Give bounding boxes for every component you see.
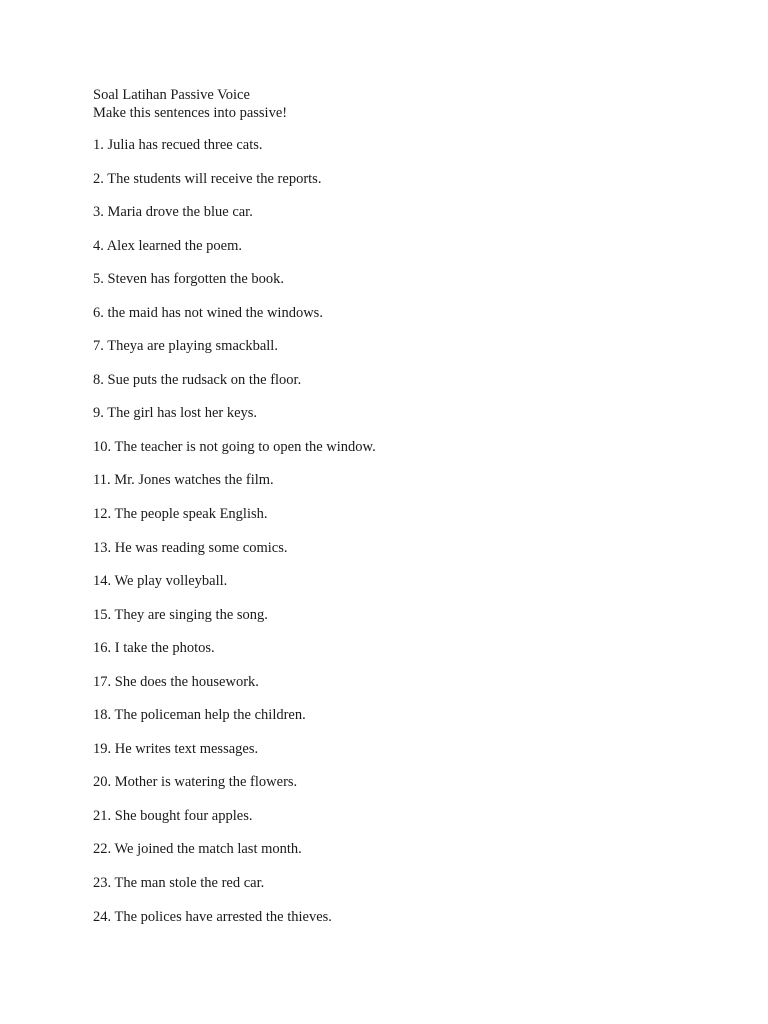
exercise-item: 8. Sue puts the rudsack on the floor. [93,371,302,388]
document-title: Soal Latihan Passive Voice [93,87,250,103]
exercise-item: 14. We play volleyball. [93,573,228,590]
exercise-item: 17. She does the housework. [93,673,259,690]
exercise-item: 18. The policeman help the children. [93,707,306,724]
exercise-item: 9. The girl has lost her keys. [93,405,258,422]
exercise-item: 20. Mother is watering the flowers. [93,774,298,791]
exercise-item: 11. Mr. Jones watches the film. [93,472,274,489]
exercise-item: 23. The man stole the red car. [93,875,265,892]
exercise-item: 3. Maria drove the blue car. [93,204,253,221]
exercise-item: 6. the maid has not wined the windows. [93,304,323,321]
exercise-item: 15. They are singing the song. [93,606,268,623]
exercise-item: 13. He was reading some comics. [93,539,288,556]
exercise-item: 21. She bought four apples. [93,807,253,824]
exercise-item: 5. Steven has forgotten the book. [93,271,285,288]
document-instruction: Make this sentences into passive! [93,105,288,121]
exercise-item: 4. Alex learned the poem. [93,237,242,254]
exercise-item: 10. The teacher is not going to open the window. [93,438,376,455]
exercise-item: 19. He writes text messages. [93,740,259,757]
exercise-item: 1. Julia has recued three cats. [93,137,263,153]
exercise-item: 24. The polices have arrested the thieves. [93,908,332,925]
exercise-list [93,136,376,941]
exercise-item: 16. I take the photos. [93,640,215,657]
exercise-item: 12. The people speak English. [93,506,268,523]
document-header [93,86,287,122]
exercise-item: 7. Theya are playing smackball. [93,338,278,355]
exercise-item: 2. The students will receive the reports. [93,170,322,187]
exercise-item: 22. We joined the match last month. [93,841,302,858]
